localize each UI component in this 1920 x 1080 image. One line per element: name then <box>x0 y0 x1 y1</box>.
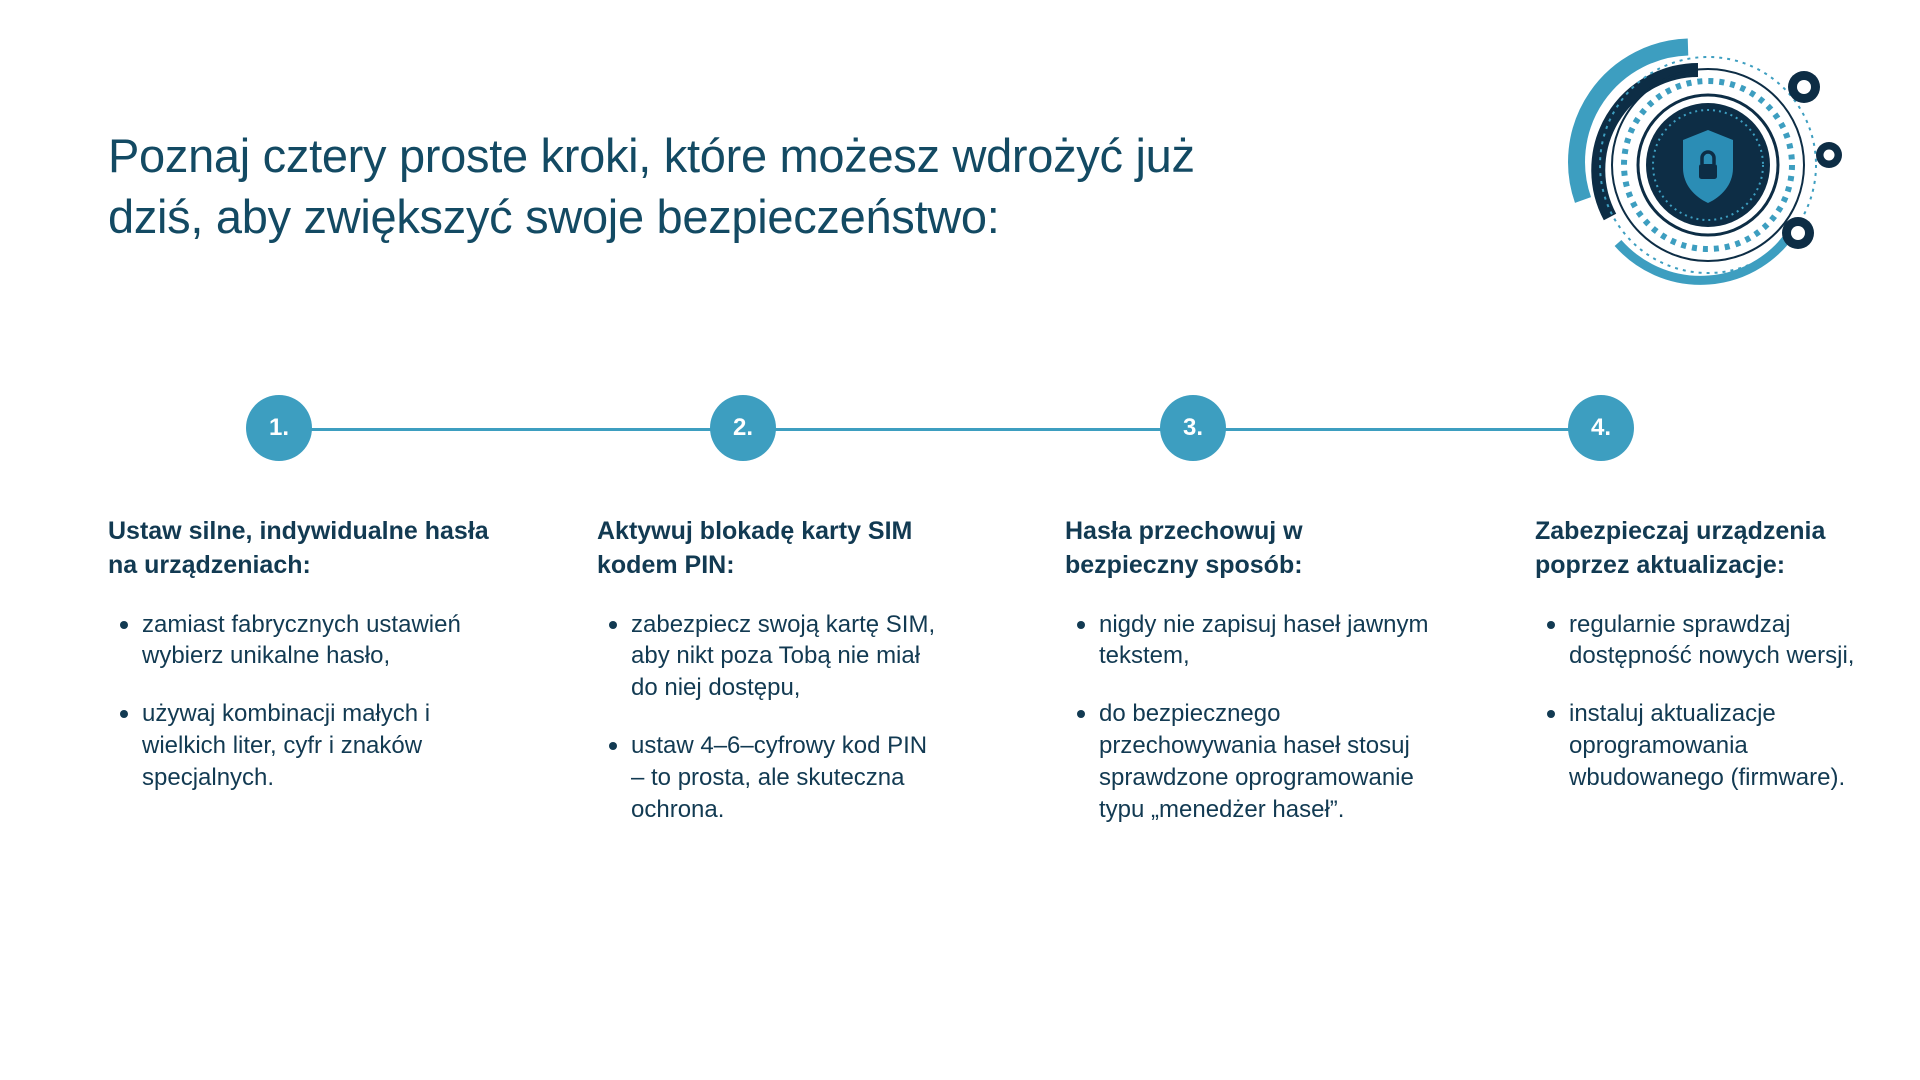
step-1-title: Ustaw silne, indywidualne hasła na urządzeniach: <box>108 517 489 579</box>
timeline-step-1-label: 1. <box>268 414 289 441</box>
timeline-step-1[interactable] <box>246 395 312 461</box>
list-item: instaluj aktualizacje oprogramowania wbudowanego (firmware). <box>1569 698 1899 794</box>
timeline-step-4[interactable] <box>1568 395 1634 461</box>
step-4-bullets <box>1535 609 1855 795</box>
timeline-step-2[interactable] <box>710 395 776 461</box>
step-1-bullets <box>108 609 495 795</box>
steps-timeline <box>238 395 1638 465</box>
step-column-2 <box>535 515 970 826</box>
step-2-title: Aktywuj blokadę karty SIM kodem PIN: <box>597 517 913 579</box>
step-3-bullets <box>1065 609 1429 826</box>
step-column-4 <box>1405 515 1855 826</box>
timeline-step-2-label: 2. <box>732 414 753 441</box>
step-3-title: Hasła przechowuj w bezpieczny sposób: <box>1065 517 1303 579</box>
list-item: używaj kombinacji małych i wielkich liter, cyfr i znaków specjalnych. <box>142 698 472 794</box>
step-column-1 <box>100 515 535 826</box>
list-item: zabezpiecz swoją kartę SIM, aby nikt poza Tobą nie miał do niej dostępu, <box>631 609 941 705</box>
list-item: regularnie sprawdzaj dostępność nowych wersji, <box>1569 609 1899 673</box>
list-item: ustaw 4–6–cyfrowy kod PIN – to prosta, ale skuteczna ochrona. <box>631 730 941 826</box>
timeline-step-4-label: 4. <box>1590 414 1611 441</box>
step-column-3 <box>970 515 1429 826</box>
timeline-connector-line <box>278 428 1598 431</box>
list-item: nigdy nie zapisuj haseł jawnym tekstem, <box>1099 609 1429 673</box>
step-2-bullets <box>597 609 936 826</box>
list-item: do bezpiecznego przechowywania haseł stosuj sprawdzone oprogramowanie typu „menedżer haseł”. <box>1099 698 1429 826</box>
steps-content <box>100 515 1855 826</box>
cyber-security-shield-lock-badge <box>1558 25 1848 305</box>
timeline-step-3[interactable] <box>1160 395 1226 461</box>
page-title: Poznaj cztery proste kroki, które możesz wdrożyć już dziś, aby zwiększyć swoje bezpieczeństwo: <box>108 129 1195 243</box>
list-item: zamiast fabrycznych ustawień wybierz unikalne hasło, <box>142 609 472 673</box>
timeline-step-3-label: 3. <box>1182 414 1203 441</box>
step-4-title: Zabezpieczaj urządzenia poprzez aktualizacje: <box>1535 517 1826 579</box>
